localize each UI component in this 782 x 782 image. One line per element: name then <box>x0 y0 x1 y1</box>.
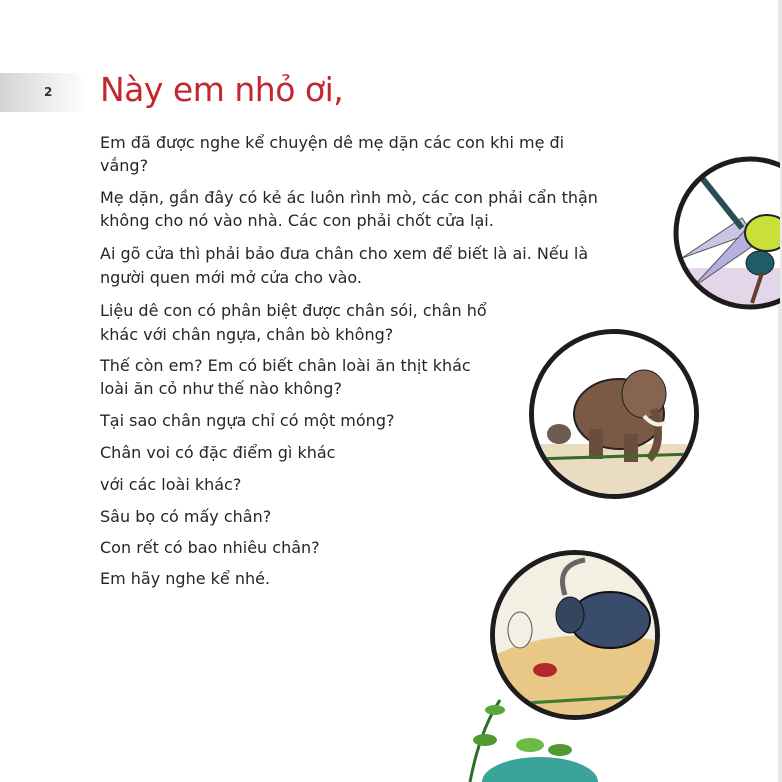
text-line: Em hãy nghe kể nhé. <box>100 569 271 588</box>
elephant-illustration <box>529 329 699 499</box>
text-line: người quen mới mở cửa cho vào. <box>100 268 362 287</box>
text-line: Con rết có bao nhiêu chân? <box>100 538 320 557</box>
plant-decoration <box>440 690 600 782</box>
text-line: Tại sao chân ngựa chỉ có một móng? <box>100 411 395 430</box>
text-line: Chân voi có đặc điểm gì khác <box>100 443 336 462</box>
text-line: không cho nó vào nhà. Các con phải chốt cửa lại. <box>100 211 494 230</box>
page-edge <box>778 0 782 782</box>
text-line: Liệu dê con có phân biệt được chân sói, chân hổ <box>100 301 487 320</box>
text-line: vắng? <box>100 156 149 175</box>
text-line: Mẹ dặn, gần đây có kẻ ác luôn rình mò, các con phải cẩn thận <box>100 188 598 207</box>
text-line: loài ăn cỏ như thế nào không? <box>100 379 342 398</box>
insect-illustration <box>670 153 780 313</box>
text-line: Sâu bọ có mấy chân? <box>100 507 272 526</box>
text-line: với các loài khác? <box>100 475 242 494</box>
text-line: khác với chân ngựa, chân bò không? <box>100 325 394 344</box>
page-number: 2 <box>44 85 53 99</box>
text-line: Ai gõ cửa thì phải bảo đưa chân cho xem để biết là ai. Nếu là <box>100 244 589 263</box>
page-title: Này em nhỏ ơi, <box>100 70 344 109</box>
text-line: Em đã được nghe kể chuyện dê mẹ dặn các con khi mẹ đi <box>100 133 565 152</box>
text-line: Thế còn em? Em có biết chân loài ăn thịt khác <box>100 356 471 375</box>
